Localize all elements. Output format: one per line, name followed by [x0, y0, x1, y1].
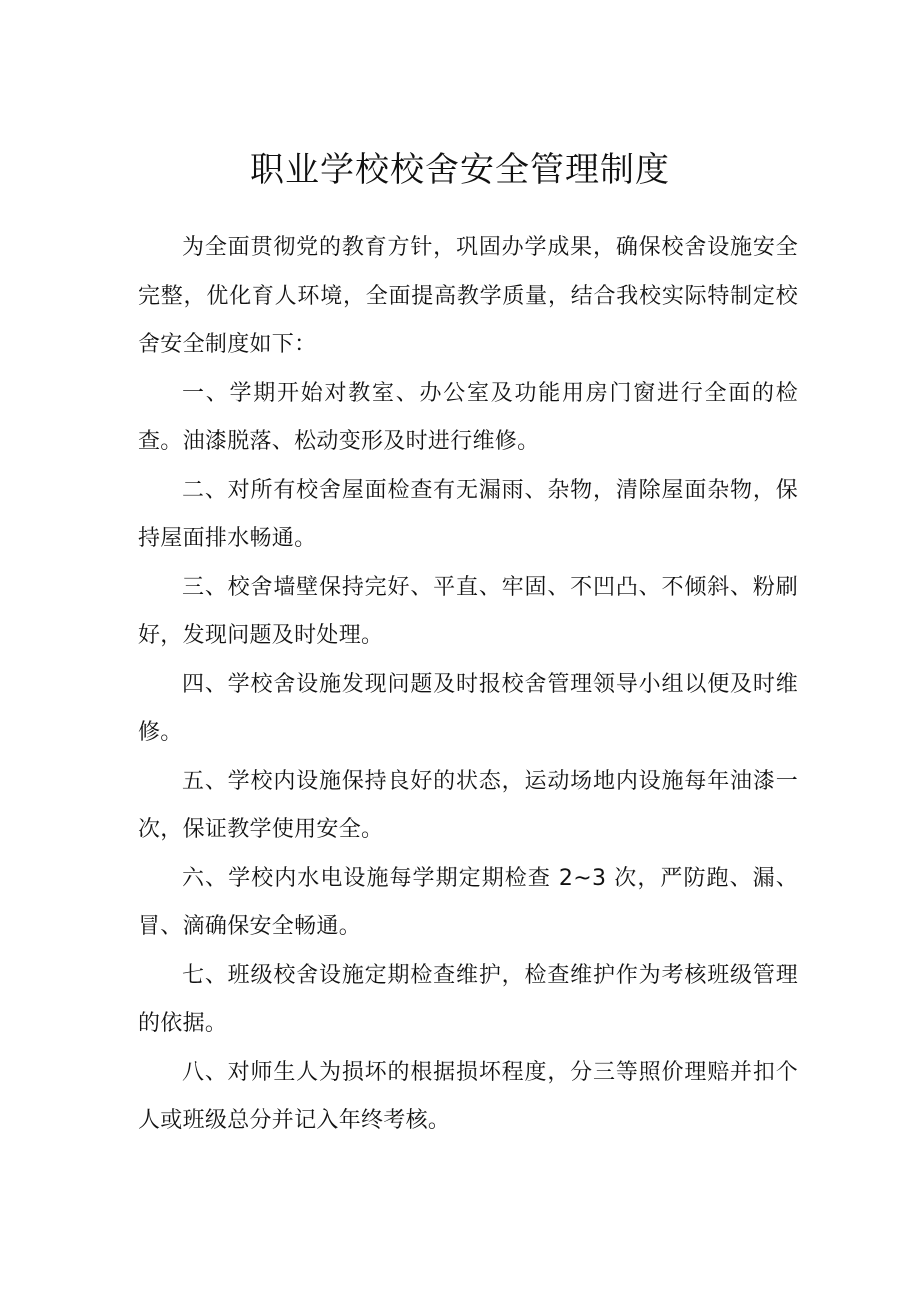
rule-paragraph-5: 五、学校内设施保持良好的状态，运动场地内设施每年油漆一次，保证教学使用安全。	[138, 768, 798, 842]
rule-paragraph-4: 四、学校舍设施发现问题及时报校舍管理领导小组以便及时维修。	[138, 671, 798, 745]
rule-paragraph-7: 七、班级校舍设施定期检查维护，检查维护作为考核班级管理的依据。	[138, 962, 798, 1036]
rule-paragraph-3: 三、校舍墙壁保持完好、平直、牢固、不凹凸、不倾斜、粉刷好，发现问题及时处理。	[138, 574, 798, 648]
rule-paragraph-8: 八、对师生人为损坏的根据损坏程度，分三等照价理赔并扣个人或班级总分并记入年终考核。	[138, 1059, 798, 1133]
document-title: 职业学校校舍安全管理制度	[250, 150, 670, 190]
rule-paragraph-6: 六、学校内水电设施每学期定期检查 2~3 次，严防跑、漏、冒、滴确保安全畅通。	[138, 865, 798, 939]
intro-paragraph: 为全面贯彻党的教育方针，巩固办学成果，确保校舍设施安全完整，优化育人环境，全面提高教学质量，结合我校实际特制定校舍安全制度如下：	[138, 235, 798, 357]
rule-paragraph-1: 一、学期开始对教室、办公室及功能用房门窗进行全面的检查。油漆脱落、松动变形及时进行维修。	[138, 380, 798, 454]
rule-paragraph-2: 二、对所有校舍屋面检查有无漏雨、杂物，清除屋面杂物，保持屋面排水畅通。	[138, 477, 798, 551]
document-body	[138, 224, 798, 1146]
